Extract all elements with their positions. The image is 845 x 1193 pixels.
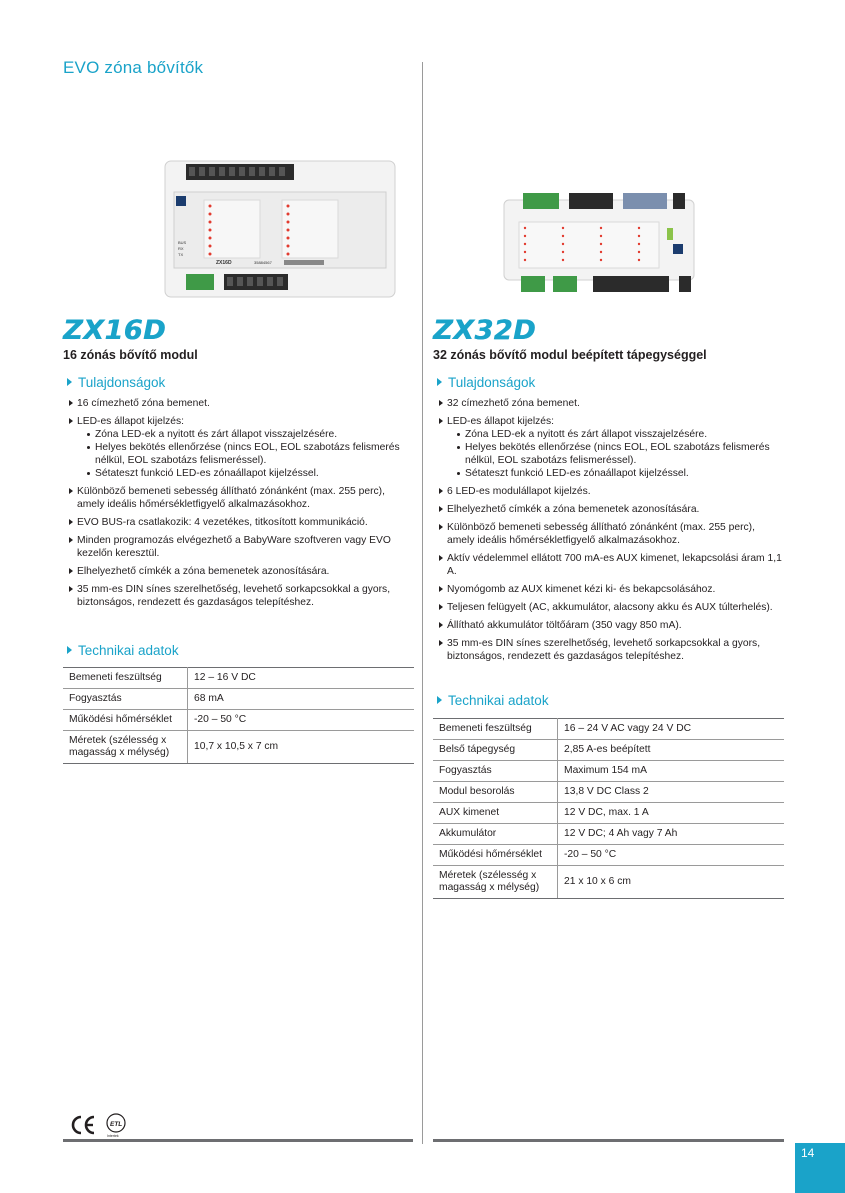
feature-subitem: Zóna LED-ek a nyitott és zárt állapot visszajelzésére. [447, 428, 783, 441]
table-row: Fogyasztás 68 mA [63, 689, 414, 710]
feature-item: 16 címezhető zóna bemenet. [67, 397, 407, 410]
tech-data-heading [437, 693, 549, 708]
bullet-dot-icon [87, 472, 90, 475]
table-row: Bemeneti feszültség 16 – 24 V AC vagy 24 V DC [433, 719, 784, 740]
spec-table [433, 718, 784, 899]
etl-sub-label: Intertek [107, 1134, 119, 1138]
bus-label: BUS [178, 240, 187, 245]
table-row: AUX kimenet 12 V DC, max. 1 A [433, 803, 784, 824]
feature-item: Elhelyezhető címkék a zóna bemenetek azonosítására. [67, 565, 407, 578]
device-model-label: ZX16D [216, 260, 232, 266]
tech-data-heading-label: Technikai adatok [78, 643, 179, 658]
tech-data-heading [67, 643, 179, 658]
zx32d-product-image [503, 192, 695, 296]
triangle-bullet-icon [439, 506, 443, 512]
properties-heading [437, 375, 535, 390]
table-row: Akkumulátor 12 V DC; 4 Ah vagy 7 Ah [433, 824, 784, 845]
triangle-bullet-icon [67, 378, 72, 386]
feature-subitem: Helyes bekötés ellenőrzése (nincs EOL, EOL szabotázs felismerés nélkül, EOL szabotázs felismeréssel). [447, 441, 783, 467]
triangle-bullet-icon [69, 488, 73, 494]
tech-data-heading-label: Technikai adatok [448, 693, 549, 708]
triangle-bullet-icon [69, 586, 73, 592]
green-terminal [553, 276, 577, 292]
device-serial-label: 35884567 [254, 260, 272, 265]
feature-item: 35 mm-es DIN sínes szerelhetőség, levehető sorkapcsokkal a gyors, biztonságos, rendezett és gazdaságos telepítéshez. [437, 637, 783, 663]
feature-item: Elhelyezhető címkék a zóna bemenetek azonosítására. [437, 503, 783, 516]
bottom-rule-right [433, 1139, 784, 1142]
model-name: ZX16D [63, 315, 166, 346]
page-number-badge [795, 1143, 845, 1193]
feature-item: LED-es állapot kijelzés: Zóna LED-ek a nyitott és zárt állapot visszajelzésére. Helyes bekötés ellenőrzése (nincs EOL, EOL szabotázs felismerés nélkül, EOL szabotázs felismeréssel). Sétateszt funkció LED-es zónaállapot kijelzéssel. [67, 415, 407, 480]
triangle-bullet-icon [439, 555, 443, 561]
product-subtitle: 16 zónás bővítő modul [63, 348, 198, 362]
feature-item: Minden programozás elvégezhető a BabyWare szoftveren vagy EVO kezelőn keresztül. [67, 534, 407, 560]
bullet-dot-icon [457, 472, 460, 475]
feature-item: Teljesen felügyelt (AC, akkumulátor, alacsony akku és AUX túlterhelés). [437, 601, 783, 614]
tx-label: TX [178, 252, 184, 257]
model-name: ZX32D [433, 315, 536, 346]
table-row: Bemeneti feszültség 12 – 16 V DC [63, 668, 414, 689]
etl-mark-icon [107, 1114, 125, 1138]
column-divider [422, 62, 423, 1144]
feature-item: 6 LED-es modulállapot kijelzés. [437, 485, 783, 498]
feature-list [67, 397, 407, 614]
triangle-bullet-icon [439, 622, 443, 628]
feature-item: 35 mm-es DIN sínes szerelhetőség, levehető sorkapcsokkal a gyors, biztonságos, rendezett és gazdaságos telepítéshez. [67, 583, 407, 609]
feature-subitem: Sétateszt funkció LED-es zónaállapot kijelzéssel. [77, 467, 407, 480]
product-subtitle: 32 zónás bővítő modul beépített tápegységgel [433, 348, 707, 362]
table-row: Fogyasztás Maximum 154 mA [433, 761, 784, 782]
triangle-bullet-icon [69, 568, 73, 574]
table-row: Működési hőmérséklet -20 – 50 °C [433, 845, 784, 866]
feature-item: Különböző bemeneti sebesség állítható zónánként (max. 255 perc), amely ideális hőmérsékletfigyelő alkalmazásokhoz. [437, 521, 783, 547]
feature-item: LED-es állapot kijelzés: Zóna LED-ek a nyitott és zárt állapot visszajelzésére. Helyes bekötés ellenőrzése (nincs EOL, EOL szabotázs felismerés nélkül, EOL szabotázs felismeréssel). Sétateszt funkció LED-es zónaállapot kijelzéssel. [437, 415, 783, 480]
triangle-bullet-icon [67, 646, 72, 654]
properties-heading [67, 375, 165, 390]
table-row: Belső tápegység 2,85 A-es beépített [433, 740, 784, 761]
ce-mark-icon [73, 1117, 94, 1133]
properties-heading-label: Tulajdonságok [448, 375, 536, 390]
triangle-bullet-icon [437, 378, 442, 386]
terminal-block [593, 276, 669, 292]
bullet-dot-icon [457, 446, 460, 449]
table-row: Modul besorolás 13,8 V DC Class 2 [433, 782, 784, 803]
table-row: Működési hőmérséklet -20 – 50 °C [63, 710, 414, 731]
triangle-bullet-icon [439, 488, 443, 494]
triangle-bullet-icon [439, 586, 443, 592]
triangle-bullet-icon [439, 524, 443, 530]
feature-item: Nyomógomb az AUX kimenet kézi ki- és bekapcsolásához. [437, 583, 783, 596]
feature-list [437, 397, 783, 668]
spec-table [63, 667, 414, 764]
feature-item: Aktív védelemmel ellátott 700 mA-es AUX kimenet, lekapcsolási áram 1,1 A. [437, 552, 783, 578]
green-terminal [521, 276, 545, 292]
triangle-bullet-icon [439, 418, 443, 424]
green-terminal [523, 193, 559, 209]
table-row: Méretek (szélesség x magasság x mélység) 10,7 x 10,5 x 7 cm [63, 731, 414, 764]
blue-terminal [623, 193, 667, 209]
feature-item: Különböző bemeneti sebesség állítható zónánként (max. 255 perc), amely ideális hőmérsékletfigyelő alkalmazásokhoz. [67, 485, 407, 511]
triangle-bullet-icon [439, 604, 443, 610]
triangle-bullet-icon [437, 696, 442, 704]
rx-label: RX [178, 246, 184, 251]
triangle-bullet-icon [69, 400, 73, 406]
triangle-bullet-icon [69, 537, 73, 543]
triangle-bullet-icon [439, 400, 443, 406]
table-row: Méretek (szélesség x magasság x mélység) 21 x 10 x 6 cm [433, 866, 784, 899]
terminal-block [679, 276, 691, 292]
triangle-bullet-icon [69, 418, 73, 424]
feature-item: Állítható akkumulátor töltőáram (350 vagy 850 mA). [437, 619, 783, 632]
bullet-dot-icon [457, 433, 460, 436]
feature-item: EVO BUS-ra csatlakozik: 4 vezetékes, titkosított kommunikáció. [67, 516, 407, 529]
bottom-rule-left [63, 1139, 413, 1142]
bullet-dot-icon [87, 446, 90, 449]
triangle-bullet-icon [69, 519, 73, 525]
feature-subitem: Sétateszt funkció LED-es zónaállapot kijelzéssel. [447, 467, 783, 480]
green-terminal [186, 274, 214, 290]
terminal-block [569, 193, 613, 209]
bullet-dot-icon [87, 433, 90, 436]
feature-subitem: Zóna LED-ek a nyitott és zárt állapot visszajelzésére. [77, 428, 407, 441]
etl-label: ETL [110, 1121, 123, 1128]
properties-heading-label: Tulajdonságok [78, 375, 166, 390]
feature-item: 32 címezhető zóna bemenet. [437, 397, 783, 410]
feature-subitem: Helyes bekötés ellenőrzése (nincs EOL, EOL szabotázs felismerés nélkül, EOL szabotázs felismeréssel). [77, 441, 407, 467]
terminal-block [673, 193, 685, 209]
zx16d-product-image [164, 160, 396, 298]
page-number: 14 [801, 1146, 815, 1160]
certification-logos [68, 1112, 138, 1140]
page-title: EVO zóna bővítők [63, 58, 204, 77]
triangle-bullet-icon [439, 640, 443, 646]
